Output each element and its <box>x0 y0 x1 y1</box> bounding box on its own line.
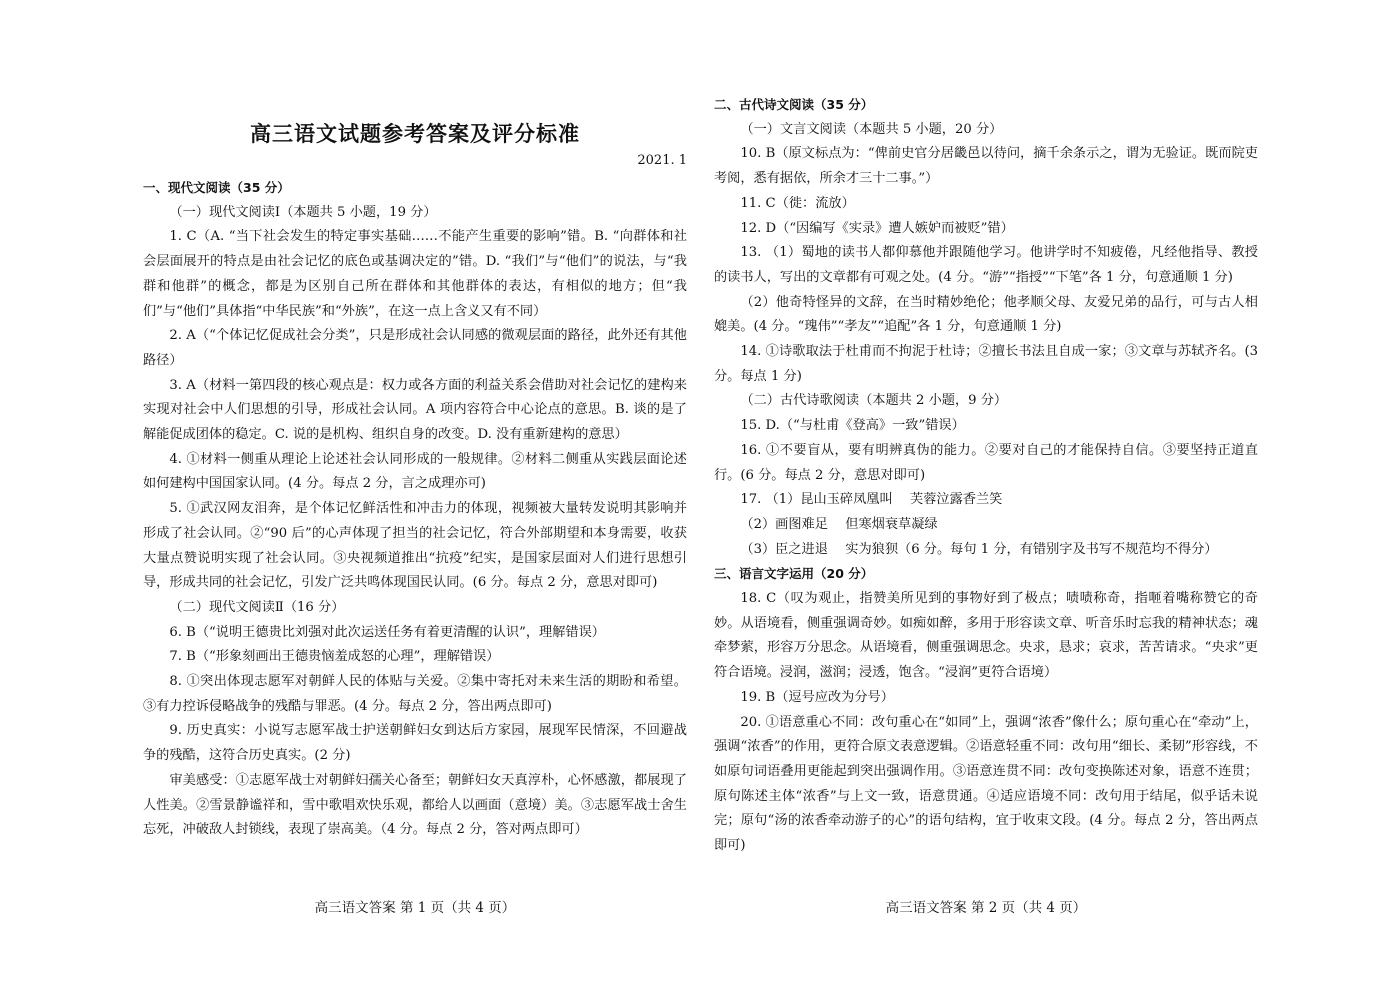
answer-item: 5. ①武汉网友泪奔，是个体记忆鲜活性和冲击力的体现，视频被大量转发说明其影响并形成了社会认同。②“90 后”的心声体现了担当的社会记忆，符合外部期望和本身需要，收获大量点赞说明实现了社会认同。③央视频道推出“抗疫”纪实，是国家层面对人们进行思想引导，形成共同的社会记忆，引发广泛共鸣体现国民认同。(6 分。每点 2 分，意思对即可) <box>143 501 687 591</box>
answer-item: 15. D.（“与杜甫《登高》一致”错误） <box>740 418 965 434</box>
date: 2021. 1 <box>637 153 687 168</box>
answer-item: 19. B（逗号应改为分号） <box>740 689 894 705</box>
subsection-heading: （一）现代文阅读Ⅰ（本题共 5 小题，19 分） <box>169 204 437 220</box>
subsection-heading: （二）现代文阅读Ⅱ（16 分） <box>169 599 345 615</box>
page-2-body <box>714 93 1258 859</box>
answer-item: 4. ①材料一侧重从理论上论述社会认同形成的一般规律。②材料二侧重从实践层面论述如何建构中国国家认同。(4 分。每点 2 分，言之成理亦可) <box>143 451 687 492</box>
answer-item: 2. A（“个体记忆促成社会分类”，只是形成社会认同感的微观层面的路径，此外还有其他路径） <box>143 328 687 368</box>
page-1-body <box>143 176 687 843</box>
subsection-heading: （一）文言文阅读（本题共 5 小题，20 分） <box>740 121 1003 137</box>
answer-item: 10. B（原文标点为：“俾前史官分居畿邑以待问，摘千余条示之，谓为无验证。既而院吏考阅，悉有据依，所余才三十二事。”） <box>714 146 1258 187</box>
answer-item: 13. （1）蜀地的读书人都仰慕他并跟随他学习。他讲学时不知疲倦，凡经他指导、教授的读书人，写出的文章都有可观之处。(4 分。“游”“指授”“下笔”各 1 分，句意通顺 1 分) <box>714 245 1258 285</box>
page-title: 高三语文试题参考答案及评分标准 <box>250 122 580 146</box>
section-heading: 二、古代诗文阅读（35 分） <box>714 97 874 112</box>
answer-item: 9. 历史真实：小说写志愿军战士护送朝鲜妇女到达后方家园，展现军民情深，不回避战争的残酷，这符合历史真实。(2 分) <box>143 723 687 764</box>
page-footer: 高三语文答案 第 2 页（共 4 页） <box>885 900 1087 916</box>
answer-item: 11. C（徙：流放） <box>740 195 855 211</box>
answer-item: 6. B（“说明王德贵比刘强对此次运送任务有着更清醒的认识”，理解错误） <box>169 624 605 640</box>
section-heading: 一、现代文阅读（35 分） <box>143 180 290 195</box>
answer-item: 18. C（叹为观止，指赞美所见到的事物好到了极点；啧啧称奇，指咂着嘴称赞它的奇妙。从语境看，侧重强调奇妙。如痴如醉，多用于形容读文章、听音乐时忘我的精神状态；魂牵梦萦，形容万分思念。从语境看，侧重强调思念。央求，恳求；哀求，苦苦请求。“央求”更符合语境。浸润，滋润；浸透，饱含。“浸润”更符合语境） <box>714 591 1258 681</box>
answer-item: （2）他奇特怪异的文辞，在当时精妙绝伦；他孝顺父母、友爱兄弟的品行，可与古人相媲美。(4 分。“瑰伟”“孝友”“追配”各 1 分，句意通顺 1 分) <box>714 294 1258 335</box>
answer-item: 1. C（A. “当下社会发生的特定事实基础……不能产生重要的影响”错。B. “向群体和社会层面展开的特点是由社会记忆的底色或基调决定的”错。D. “我们”与“他们”的说法，与“我群和他群”的概念，都是为区别自己所在群体和其他群体的表达，有相似的地方；但“我们”与“他们”具体指“中华民族”和“外族”，在这一点上含义又有不同） <box>143 229 687 319</box>
section-heading: 三、语言文字运用（20 分） <box>714 566 874 582</box>
answer-item: 20. ①语意重心不同：改句重心在“如同”上，强调“浓香”像什么；原句重心在“牵动”上，强调“浓香”的作用，更符合原文表意逻辑。②语意轻重不同：改句用“细长、柔韧”形容线，不如原句词语叠用更能起到突出强调作用。③语意连贯不同：改句变换陈述对象，语意不连贯；原句陈述主体“浓香”与上文一致，语意贯通。④适应语境不同：改句用于结尾，似乎话未说完；原句“汤的浓香牵动游子的心”的语句结构，宜于收束文段。(4 分。每点 2 分，答出两点即可) <box>714 714 1258 854</box>
answer-item: 17. （1）昆山玉碎凤凰叫 芙蓉泣露香兰笑 <box>740 492 1003 508</box>
answer-item: （3）臣之进退 实为狼狈（6 分。每句 1 分，有错别字及书写不规范均不得分） <box>740 541 1218 557</box>
answer-item: 8. ①突出体现志愿军对朝鲜人民的体贴与关爱。②集中寄托对未来生活的期盼和希望。③有力控诉侵略战争的残酷与罪恶。(4 分。每点 2 分，答出两点即可) <box>143 674 687 714</box>
answer-item: （2）画图难足 但寒烟衰草凝绿 <box>740 516 938 532</box>
answer-item: 审美感受：①志愿军战士对朝鲜妇孺关心备至；朝鲜妇女天真淳朴，心怀感激，都展现了人性美。②雪景静谧祥和，雪中歌唱欢快乐观，都给人以画面（意境）美。③志愿军战士舍生忘死，冲破敌人封锁线，表现了崇高美。（4 分。每点 2 分，答对两点即可） <box>143 772 687 838</box>
answer-item: 3. A（材料一第四段的核心观点是：权力或各方面的利益关系会借助对社会记忆的建构来实现对社会中人们思想的引导，形成社会认同。A 项内容符合中心论点的意思。B. 谈的是了解能促成团体的稳定。C. 说的是机构、组织自身的改变。D. 没有重新建构的意思） <box>143 377 687 443</box>
subsection-heading: （二）古代诗歌阅读（本题共 2 小题，9 分） <box>740 393 1008 409</box>
answer-item: 14. ①诗歌取法于杜甫而不拘泥于杜诗；②擅长书法且自成一家；③文章与苏轼齐名。(3 分。每点 1 分) <box>714 344 1258 384</box>
answer-item: 16. ①不要盲从，要有明辨真伪的能力。②要对自己的才能保持自信。③要坚持正道直行。(6 分。每点 2 分，意思对即可) <box>714 442 1258 483</box>
answer-item: 7. B（“形象刻画出王德贵恼羞成怒的心理”，理解错误） <box>169 649 500 665</box>
page-footer: 高三语文答案 第 1 页（共 4 页） <box>314 900 516 916</box>
answer-item: 12. D（“因编写《实录》遭人嫉妒而被贬”错） <box>740 220 1014 236</box>
